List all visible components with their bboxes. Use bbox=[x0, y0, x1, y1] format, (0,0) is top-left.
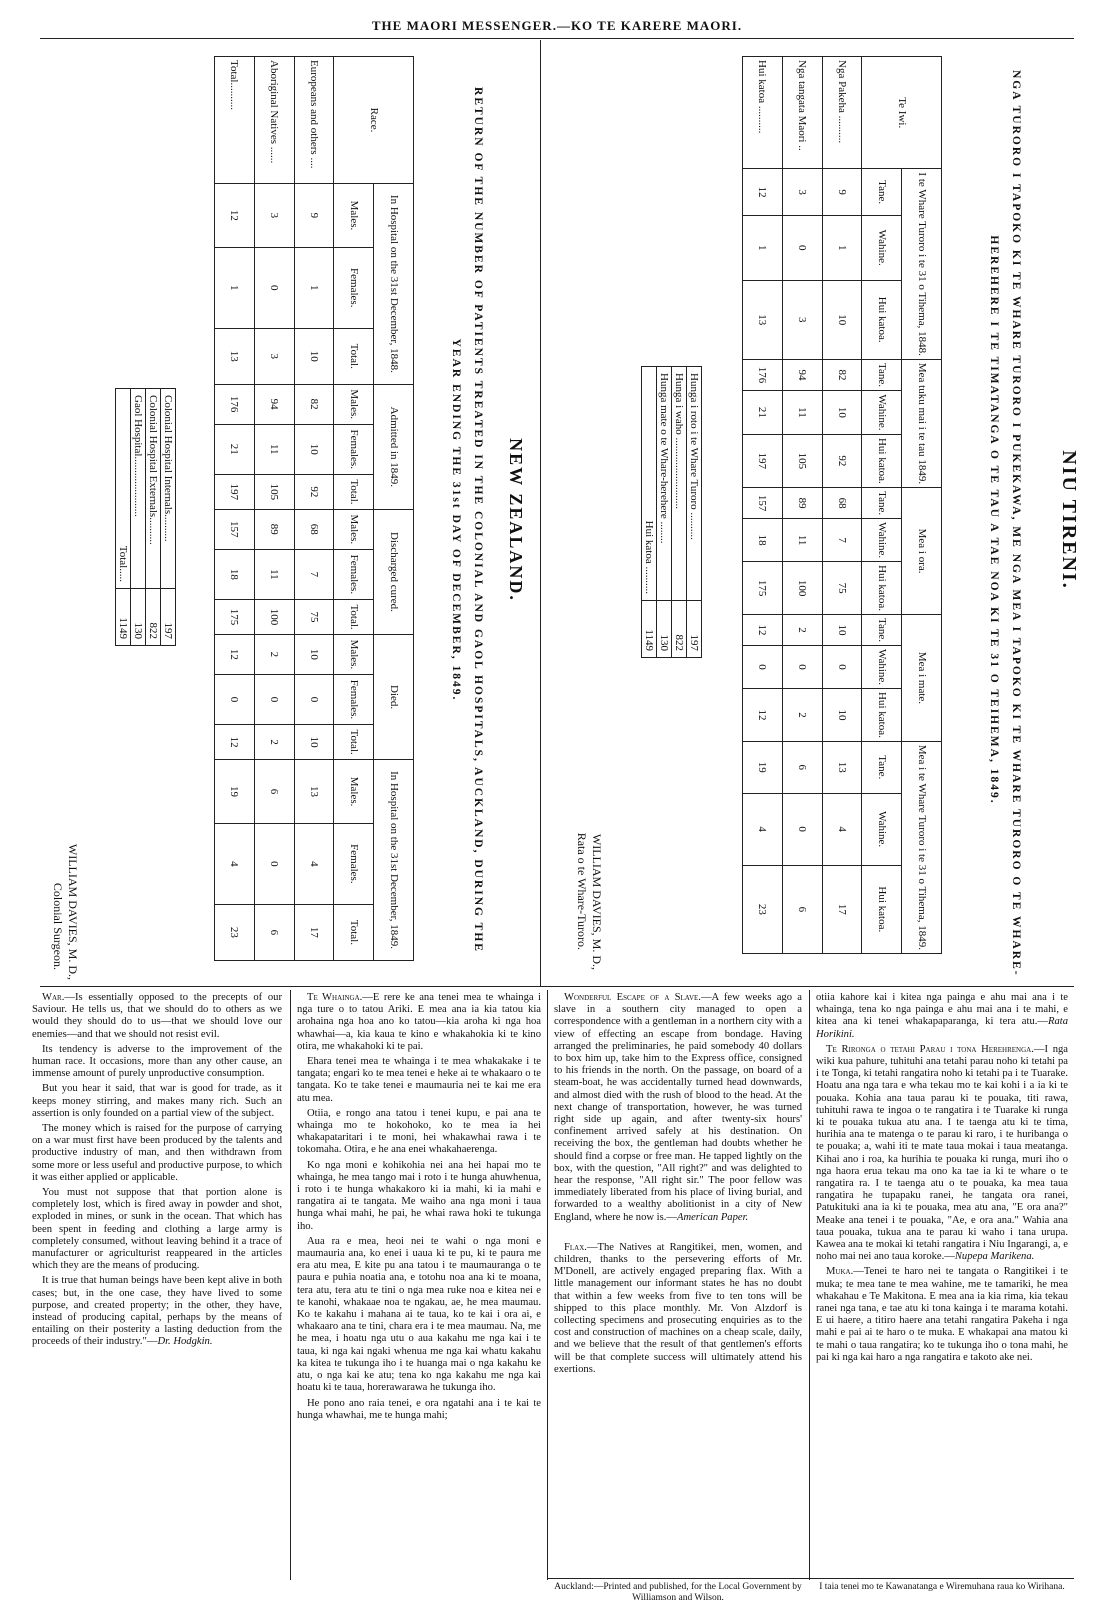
table-cell: 89 bbox=[782, 488, 822, 519]
new-zealand-subtitle-2: YEAR ENDING THE 31st DAY OF DECEMBER, 1849. bbox=[450, 338, 462, 702]
article-text: Otiia, e rongo ana tatou i tenei kupu, e pai ana te whainga mo te hokohoko, ko te mea ia hei whakapataritari i te moni, hei whakawhai rawa i te tokomaha. Otira, e he ana enei whakahaerenga. bbox=[297, 1107, 541, 1156]
table-cell: 11 bbox=[782, 519, 822, 562]
row-label: Total.......... bbox=[215, 57, 255, 184]
sub-header: Tane. bbox=[862, 169, 902, 215]
niu-tireni-subtitle-block bbox=[1010, 70, 1022, 977]
new-zealand-subtitle-block bbox=[472, 70, 484, 970]
group-header: Mea tuku mai i te tau 1849. bbox=[902, 359, 942, 487]
table-cell: 9 bbox=[822, 169, 862, 215]
table-cell: 0 bbox=[254, 674, 294, 724]
summary-value: 822 bbox=[146, 589, 161, 646]
table-cell: 197 bbox=[215, 474, 255, 509]
new-zealand-summary-table bbox=[115, 388, 176, 646]
signature-name: WILLIAM DAVIES, M. D., bbox=[590, 833, 604, 970]
table-row bbox=[743, 57, 783, 954]
summary-value: 130 bbox=[657, 601, 672, 658]
sub-header: Females. bbox=[334, 424, 374, 474]
table-cell: 3 bbox=[782, 280, 822, 359]
table-cell: 4 bbox=[822, 793, 862, 865]
summary-label: Hunga i waho .......................... bbox=[672, 367, 687, 601]
article-text: Its tendency is adverse to the improvement of the human race. It occasions, more than any other cause, an immense amount of purely unproductive consumption. bbox=[32, 1043, 282, 1080]
new-zealand-signature bbox=[50, 780, 80, 980]
table-cell: 12 bbox=[215, 725, 255, 760]
table-cell: 4 bbox=[743, 793, 783, 865]
table-cell: 23 bbox=[743, 865, 783, 953]
table-cell: 11 bbox=[254, 424, 294, 474]
summary-total-label: Hui katoa .......... bbox=[642, 367, 657, 601]
table-cell: 0 bbox=[215, 674, 255, 724]
sub-header: Males. bbox=[334, 760, 374, 824]
table-cell: 197 bbox=[743, 434, 783, 487]
table-cell: 10 bbox=[294, 635, 334, 675]
article-title: War. bbox=[42, 992, 65, 1003]
sub-header: Total. bbox=[334, 328, 374, 384]
article-title: Te Rironga o tetahi Parau i tona Herehrenga. bbox=[826, 1043, 1034, 1055]
group-header: I te Whare Turoro i te 31 o Tihema, 1848. bbox=[902, 169, 942, 359]
sub-header: Males. bbox=[334, 384, 374, 424]
sub-header: Total. bbox=[334, 600, 374, 635]
niu-tireni-heading: NIU TIRENI. bbox=[1058, 450, 1080, 590]
col-header-race: Race. bbox=[334, 57, 414, 184]
newspaper-header: THE MAORI MESSENGER.—KO TE KARERE MAORI. bbox=[371, 18, 743, 33]
table-cell: 19 bbox=[743, 741, 783, 793]
article-text: —Tenei te haro nei te tangata o Rangitikei i te muka; te mea tane te mea wahine, me te tamariki, he mea whakahau e Te Makitona. E mea ana ia kia rima, kia tekau ranei nga tana, e tae atu ki tona kainga i te marama kotahi. E ui haere, a titiro haere ana tetahi rangatira Pakeha i nga mahi e pai ai te haro o te muka. E whakapai ana matou ki te mahi o taua rangatira; ko te tukunga iho o tona mahi, he pai ki nga kai haro a nga rangatira e takoto ake nei. bbox=[816, 1266, 1068, 1363]
table-row bbox=[822, 57, 862, 954]
table-cell: 105 bbox=[782, 434, 822, 487]
signature-title: Colonial Surgeon. bbox=[51, 882, 65, 970]
footer-imprint-maori: I taia tenei mo te Kawanatanga e Wiremuhana raua ko Wirihana. bbox=[819, 1582, 1065, 1592]
sub-header: Hui katoa. bbox=[862, 689, 902, 742]
article-text: —I nga wiki kua pahure, tuhituhi ana tetahi parau noho ki tetahi pa i te Tonga, ki tetahi rangatira noho ki tetahi pa i te Tuarake. Hoatu ana nga tara e wha tekau mo te kai kohi i a ia ki te pouaka. Kohia ana taua parau ki te pouaka, titi rawa, tuhituhi rawa te ingoa o te rangatira i te Tuarake ki runga ki te pouaka tukua atu ana. I te taenga atu ki te tima, hurihia ana te matenga o te parau ki raro, i te huribanga o te pouaka; a, wahi iti te mate taua mokai i taua meatanga. Kihai ano i roa, ka hurihia te pouaka ki runga, muri iho o nga haora erua tekau ma ono ka tae ia ki te whare o te rangatira ra. I te taenga atu o te pouaka, ka mea taua rangatira he tupapaku ranei, he tangata ora ranei, Patukituki ana ia ki te pouaka, mea atu ana, "E ora ana?" Meake ana tenei i te pouaka, "Ae, e ora ana." Wahia ana taua pouaka, tukua ana te parau ki waho i tana urupa. Kawea ana te mokai ki tetahi rangatira i Niu Ingarangi, a, e noho mai nei ano taua koroke.— bbox=[816, 1043, 1068, 1263]
column-divider-2 bbox=[547, 990, 548, 1580]
sub-header: Hui katoa. bbox=[862, 562, 902, 615]
table-cell: 100 bbox=[254, 600, 294, 635]
table-cell: 6 bbox=[254, 904, 294, 960]
table-cell: 3 bbox=[782, 169, 822, 215]
article-escape-flax bbox=[554, 992, 802, 1379]
table-cell: 2 bbox=[782, 615, 822, 646]
new-zealand-heading-block bbox=[505, 70, 526, 970]
article-title: Flax. bbox=[564, 1241, 587, 1253]
table-cell: 9 bbox=[294, 184, 334, 248]
article-text: He pono ano raia tenei, e ora ngatahi ana i te kai te hunga whawhai, me te hunga mahi; bbox=[297, 1397, 541, 1421]
table-cell: 75 bbox=[294, 600, 334, 635]
article-source: Nupepa Marikena. bbox=[954, 1251, 1035, 1263]
table-cell: 17 bbox=[822, 865, 862, 953]
summary-value: 197 bbox=[161, 589, 176, 646]
table-cell: 13 bbox=[822, 741, 862, 793]
summary-total-label: Total..... bbox=[116, 389, 131, 589]
summary-value: 197 bbox=[687, 601, 702, 658]
row-label: Nga Pakeha .......... bbox=[822, 57, 862, 169]
group-header: Discharged cured. bbox=[374, 509, 414, 634]
sub-header: Wahine. bbox=[862, 215, 902, 280]
table-cell: 12 bbox=[743, 615, 783, 646]
row-label: Aboriginal Natives ...... bbox=[254, 57, 294, 184]
sub-header: Total. bbox=[334, 474, 374, 509]
table-cell: 10 bbox=[822, 615, 862, 646]
sub-header: Tane. bbox=[862, 741, 902, 793]
article-source: Dr. Hodgkin. bbox=[157, 1336, 213, 1348]
column-divider-top bbox=[540, 40, 541, 986]
table-row bbox=[215, 57, 255, 961]
article-text: Aua ra e mea, heoi nei te wahi o nga moni e maumauria ana, ko enei i uaua ki te pu, ki te paura me era atu mea, E kite pu ana tatou i te maumauranga o te paura e puhia noatia ana, e totohu noa ana ki te moana, tera atu, tera atu te tini o nga mea ruke noa e kitea nei e te kanohi, whakaae noa te ngakau, ae, he mea maumau. Ko te kakahu i mahana ai te taua, ko te kai i ora ai, e whakaaro ana te tini, chara era i te mea maumau. Na, me he mea, i hoatu nga utu o aua kakahu me nga kai i te taua, ki nga kai ngaki whenua me nga kai whatu kakahu ka kitea te tukunga iho i te huanga mai o nga kakahu ke atu, o nga kai ke atu; tena ko nga kakahu me nga kai hoatu ki te taua, horerawarawa he tukunga iho. bbox=[297, 1235, 541, 1394]
table-cell: 10 bbox=[822, 280, 862, 359]
table-cell: 100 bbox=[782, 562, 822, 615]
table-cell: 4 bbox=[294, 823, 334, 904]
signature-title: Rata o te Whare-Turoro. bbox=[575, 832, 589, 950]
table-cell: 21 bbox=[743, 391, 783, 435]
table-cell: 94 bbox=[254, 384, 294, 424]
table-cell: 2 bbox=[254, 635, 294, 675]
table-row bbox=[294, 57, 334, 961]
summary-label: Hunga mate o te Whare-herehere ........ bbox=[657, 367, 672, 601]
summary-value: 130 bbox=[131, 589, 146, 646]
article-text: otiia kahore kai i kitea nga painga e ahu mai ana i te whainga, tena ko nga painga e ahu mai ana i te mahi, e kitea ana ki tenei whakapaparanga, ki tera atu.— bbox=[816, 992, 1068, 1028]
table-row bbox=[782, 57, 822, 954]
group-header: Mea i te Whare Turoro i te 31 o Tihema, 1849. bbox=[902, 741, 942, 953]
table-cell: 6 bbox=[782, 865, 822, 953]
group-header: Died. bbox=[374, 635, 414, 760]
table-cell: 0 bbox=[782, 645, 822, 688]
middle-rule bbox=[40, 986, 1074, 987]
niu-tireni-summary-table bbox=[641, 366, 702, 658]
table-cell: 0 bbox=[294, 674, 334, 724]
summary-total: 1149 bbox=[642, 601, 657, 658]
sub-header: Tane. bbox=[862, 488, 902, 519]
article-text: —Is essentially opposed to the precepts of our Saviour. He tells us, that we should do to others as we would they should do to us—that we should love our enemies—and that we should not resist evil. bbox=[32, 992, 282, 1040]
sub-header: Females. bbox=[334, 823, 374, 904]
table-cell: 157 bbox=[215, 509, 255, 549]
sub-header: Males. bbox=[334, 509, 374, 549]
summary-label: Gaol Hospital...................... bbox=[131, 389, 146, 589]
table-cell: 12 bbox=[743, 169, 783, 215]
table-cell: 6 bbox=[254, 760, 294, 824]
column-divider-1 bbox=[290, 990, 291, 1580]
new-zealand-table bbox=[214, 56, 414, 961]
article-title: Te Whainga. bbox=[307, 992, 363, 1003]
table-cell: 1 bbox=[215, 247, 255, 328]
summary-label: Colonial Hospital Internals.......... bbox=[161, 389, 176, 589]
article-text: —The Natives at Rangitikei, men, women, and children, thanks to the persevering efforts of Mr. M'Donell, are actively engaged preparing flax. With a little management our informant states he has no doubt that within a few weeks from five to ten tons will be shipped to this place monthly. Mr. Von Alzdorf is collecting specimens and prosecuting enquiries as to the cost and construction of machines on a cheap scale, daily, and we believe that the result of that gentlemen's efforts will be that complete success will ultimately attend his exertions. bbox=[554, 1241, 802, 1375]
group-header: Mea i mate. bbox=[902, 615, 942, 742]
table-cell: 19 bbox=[215, 760, 255, 824]
table-cell: 10 bbox=[822, 689, 862, 742]
table-cell: 89 bbox=[254, 509, 294, 549]
sub-header: Total. bbox=[334, 725, 374, 760]
article-maori-col4 bbox=[816, 992, 1068, 1367]
niu-tireni-table bbox=[742, 56, 942, 954]
table-cell: 0 bbox=[822, 645, 862, 688]
table-cell: 2 bbox=[254, 725, 294, 760]
col-header-iwi: Te Iwi. bbox=[862, 57, 942, 169]
group-header: In Hospital on the 31st December, 1848. bbox=[374, 184, 414, 385]
table-cell: 176 bbox=[215, 384, 255, 424]
new-zealand-subtitle-block-2 bbox=[450, 70, 462, 970]
sub-header: Wahine. bbox=[862, 793, 902, 865]
sub-header: Wahine. bbox=[862, 645, 902, 688]
niu-tireni-subtitle-block-2 bbox=[988, 70, 1000, 970]
sub-header: Males. bbox=[334, 184, 374, 248]
footer-imprint-english: Auckland:—Printed and published, for the Local Government by Williamson and Wilson. bbox=[554, 1582, 802, 1603]
article-text: The money which is raised for the purpose of carrying on a war must first have been produced by the talents and productive industry of man, and then withdrawn from some more or less useful and productive purpose, to which it was either applied or applicable. bbox=[32, 1123, 282, 1183]
sub-header: Females. bbox=[334, 247, 374, 328]
table-cell: 4 bbox=[215, 823, 255, 904]
table-cell: 92 bbox=[294, 474, 334, 509]
table-cell: 7 bbox=[294, 549, 334, 599]
table-cell: 176 bbox=[743, 359, 783, 390]
row-label: Nga tangata Maori .. bbox=[782, 57, 822, 169]
table-cell: 75 bbox=[822, 562, 862, 615]
table-cell: 0 bbox=[254, 247, 294, 328]
table-cell: 175 bbox=[743, 562, 783, 615]
table-cell: 13 bbox=[743, 280, 783, 359]
table-cell: 0 bbox=[254, 823, 294, 904]
table-cell: 175 bbox=[215, 600, 255, 635]
row-label: Europeans and others .... bbox=[294, 57, 334, 184]
table-cell: 92 bbox=[822, 434, 862, 487]
table-cell: 82 bbox=[294, 384, 334, 424]
table-cell: 12 bbox=[215, 635, 255, 675]
table-cell: 0 bbox=[743, 645, 783, 688]
column-divider-3 bbox=[809, 990, 810, 1580]
sub-header: Females. bbox=[334, 549, 374, 599]
table-cell: 18 bbox=[215, 549, 255, 599]
table-cell: 0 bbox=[782, 793, 822, 865]
signature-name: WILLIAM DAVIES, M. D., bbox=[66, 843, 80, 980]
table-cell: 94 bbox=[782, 359, 822, 390]
sub-header: Tane. bbox=[862, 359, 902, 390]
table-cell: 12 bbox=[215, 184, 255, 248]
header-rule bbox=[40, 38, 1074, 39]
article-source: Rata Horikini. bbox=[816, 1016, 1068, 1040]
sub-header: Wahine. bbox=[862, 519, 902, 562]
summary-total: 1149 bbox=[116, 589, 131, 646]
article-text: It is true that human beings have been kept alive in both cases; but, in the one case, they have lived to some purpose, and created property; in the other, they have, instead of producing capital, perhaps by the means of entailing on their posterity a lasting deduction from the proceeds of their industry."— bbox=[32, 1275, 282, 1348]
table-cell: 12 bbox=[743, 689, 783, 742]
table-cell: 7 bbox=[822, 519, 862, 562]
article-text: Ko nga moni e kohikohia nei ana hei hapai mo te whainga, he mea tango mai i roto i te hunga ahuwhenua, i roto i te hunga whakakoro ki ia mahi, ki ia mahi e rangatira ai te tangata. Me waiho ana nga moni i taua hunga whai mahi, he pai, he whai rawa hoki te tukunga iho. bbox=[297, 1159, 541, 1232]
table-cell: 10 bbox=[294, 424, 334, 474]
sub-header: Females. bbox=[334, 674, 374, 724]
table-cell: 18 bbox=[743, 519, 783, 562]
sub-header: Hui katoa. bbox=[862, 865, 902, 953]
summary-label: Colonial Hospital Externals.......... bbox=[146, 389, 161, 589]
new-zealand-subtitle-1: RETURN OF THE NUMBER OF PATIENTS TREATED IN THE COLONIAL AND GAOL HOSPITALS, AUCKLAND, DURING THE bbox=[472, 87, 484, 953]
sub-header: Males. bbox=[334, 635, 374, 675]
article-text: But you hear it said, that war is good for trade, as it keeps money stirring, and makes many rich. Such an assertion is only founded on a partial view of the subject. bbox=[32, 1083, 282, 1119]
table-cell: 1 bbox=[822, 215, 862, 280]
article-text: Ehara tenei mea te whainga i te mea whakakake i te tangata; engari ko te mea tenei e heke ai te whakaaro o te tangata. Ko te take tenei e maumauria nei te kai me era atu mea. bbox=[297, 1056, 541, 1104]
sub-header: Tane. bbox=[862, 615, 902, 646]
sub-header: Hui katoa. bbox=[862, 280, 902, 359]
table-cell: 0 bbox=[782, 215, 822, 280]
niu-tireni-signature bbox=[574, 770, 604, 970]
table-cell: 11 bbox=[254, 549, 294, 599]
summary-label: Hunga i roto i te Whare Turoro .......... bbox=[687, 367, 702, 601]
table-cell: 82 bbox=[822, 359, 862, 390]
table-cell: 3 bbox=[254, 328, 294, 384]
article-text: —E rere ke ana tenei mea te whainga i nga ture o to tatou Ariki. E mea ana ia kia tatou kia arohaina nga hoa ano ko tatou—kia aroha ki nga hoa whawhai—a, kia kaua te kino e whakahokia ki te kino otira, me whakahoki ki te pai. bbox=[297, 992, 541, 1052]
new-zealand-heading: NEW ZEALAND. bbox=[506, 438, 526, 602]
article-te-whainga bbox=[297, 992, 541, 1425]
summary-value: 822 bbox=[672, 601, 687, 658]
table-cell: 13 bbox=[294, 760, 334, 824]
article-war bbox=[32, 992, 282, 1352]
table-cell: 1 bbox=[743, 215, 783, 280]
new-zealand-summary-wrap bbox=[115, 388, 176, 646]
niu-tireni-heading-block bbox=[1057, 70, 1080, 970]
sub-header: Wahine. bbox=[862, 391, 902, 435]
table-cell: 10 bbox=[294, 725, 334, 760]
table-cell: 13 bbox=[215, 328, 255, 384]
article-text: —A few weeks ago a slave in a southern city managed to open a correspondence with a gentleman in a northern city with a view of effecting an escape from bondage. Having arranged the preliminaries, he paid somebody 40 dollars to box him up, take him to the Express office, consigned to his friends in the north. On the passage, on board of a steam-boat, he was accidentally turned head downwards, and almost died with the rush of blood to the head. At the next change of transportation, however, he was turned right side up again, and after twenty-six hours' confinement arrived safely at his destination. On receiving the box, the gentleman had doubts whether he should find a corpse or free man. He tapped lightly on the box, with the question, "All right?" and was delighted to hear the response, "All right sir." The poor fellow was immediately liberated from his place of living burial, and forwarded to a wealthy abolitionist in a city of New England, where he now is.— bbox=[554, 992, 802, 1223]
table-cell: 157 bbox=[743, 488, 783, 519]
article-text: You must not suppose that that portion alone is completely lost, which is fired away in powder and shot, exploded in mines, or sunk in the ocean. That which has been spent in feeding and clothing a large army is completely consumed, without leaving behind it a trace of manufacturer or agriculturist reappeared in the articles which they are the means of producing. bbox=[32, 1187, 282, 1272]
niu-tireni-table-wrap bbox=[742, 56, 942, 954]
article-title: Wonderful Escape of a Slave. bbox=[564, 992, 701, 1003]
table-cell: 1 bbox=[294, 247, 334, 328]
table-cell: 21 bbox=[215, 424, 255, 474]
table-cell: 6 bbox=[782, 741, 822, 793]
table-row bbox=[254, 57, 294, 961]
table-cell: 3 bbox=[254, 184, 294, 248]
table-cell: 2 bbox=[782, 689, 822, 742]
article-source: American Paper. bbox=[676, 1211, 749, 1223]
table-cell: 68 bbox=[294, 509, 334, 549]
table-cell: 17 bbox=[294, 904, 334, 960]
niu-tireni-subtitle-2: HEREHERE I TE TIMATANGA O TE TAU A TAE NOA KI TE 31 O TEIHEMA, 1849. bbox=[988, 235, 1000, 805]
sub-header: Total. bbox=[334, 904, 374, 960]
table-cell: 10 bbox=[822, 391, 862, 435]
table-cell: 11 bbox=[782, 391, 822, 435]
table-cell: 68 bbox=[822, 488, 862, 519]
table-cell: 10 bbox=[294, 328, 334, 384]
table-cell: 105 bbox=[254, 474, 294, 509]
row-label: Hui katoa .......... bbox=[743, 57, 783, 169]
footer-rule bbox=[548, 1578, 1074, 1579]
niu-tireni-summary-wrap bbox=[641, 366, 702, 658]
group-header: Admitted in 1849. bbox=[374, 384, 414, 509]
sub-header: Hui katoa. bbox=[862, 434, 902, 487]
group-header: Mea i ora. bbox=[902, 488, 942, 615]
article-title: Muka. bbox=[826, 1266, 854, 1278]
new-zealand-table-wrap bbox=[214, 56, 414, 961]
table-cell: 23 bbox=[215, 904, 255, 960]
niu-tireni-subtitle-1: NGA TURORO I TAPOKO KI TE WHARE TURORO I PUKEKAWA, ME NGA MEA I TAPOKO KI TE WHARE TURORO O TE WHARE- bbox=[1010, 70, 1022, 977]
group-header: In Hospital on the 31st December, 1849. bbox=[374, 760, 414, 961]
